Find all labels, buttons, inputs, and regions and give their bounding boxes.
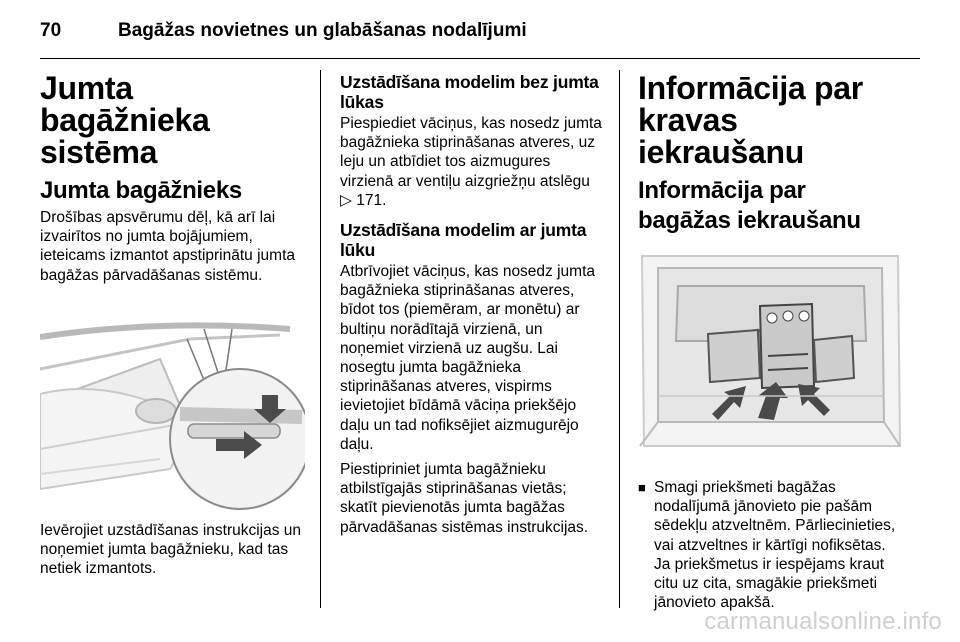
page-header <box>40 20 920 52</box>
bullet-text: Smagi priekšmeti bagāžas nodalījumā jānovieto pie pašām sēdekļu atzveltnēm. Pārliecinieties, vai atzveltnes ir kārtīgi nofiksētas. Ja priekšmetus ir iespējams kraut citu uz cita, smagākie priekšmeti jānovieto apakšā. <box>654 479 896 612</box>
page-ref-icon: ▷ <box>340 191 352 209</box>
installation-with-sunroof-text: Atbrīvojiet vāciņus, kas nosedz jumta bagāžnieka stiprināšanas atveres, bīdot tos (piemēram, ar monētu) ar bultiņu norādītajā virzienā, un noņemiet virzienā uz augšu. Lai nosegtu jumta bagāžnieka stiprināšanas atveres, vispirms ievietojiet bīdāmā vāciņa priekšējo daļu un tad nofiksējiet aizmugurējo daļu. <box>340 263 596 453</box>
column-installation <box>340 72 606 537</box>
intro-paragraph: Drošības apsvērumu dēļ, kā arī lai izvairītos no jumta bojājumiem, ieteicams izmantot apstiprinātu jumta bagāžas pārvadāšanas sistēmu. <box>40 209 296 284</box>
running-title: Bagāžas novietnes un glabāšanas nodalījumi <box>118 20 527 41</box>
installation-without-sunroof-title: Uzstādīšana modelim bez jumta lūkas <box>340 72 599 112</box>
section-title: Informācija par kravas iekraušanu <box>638 70 863 170</box>
column-divider <box>619 70 620 608</box>
roof-rack-illustration <box>40 299 305 511</box>
section-title: Jumta bagāžnieka sistēma <box>40 70 210 170</box>
header-rule <box>40 58 920 59</box>
installation-attach-text: Piestipriniet jumta bagāžnieku atbilstīgajās stiprināšanas vietās; skatīt pievienotās jumta bagāžas pārvadāšanas sistēmas instrukcijas. <box>340 461 589 536</box>
page-number: 70 <box>40 20 62 41</box>
note-paragraph: Ievērojiet uzstādīšanas instrukcijas un noņemiet jumta bagāžnieku, kad tas netiek izmantots. <box>40 521 302 578</box>
column-roof-rack <box>40 72 305 578</box>
section-subtitle: Informācija par bagāžas iekraušanu <box>638 177 861 234</box>
luggage-compartment-illustration <box>638 246 902 460</box>
section-subtitle: Jumta bagāžnieks <box>40 177 242 204</box>
bullet-icon: ■ <box>638 480 646 495</box>
installation-with-sunroof-title: Uzstādīšana modelim ar jumta lūku <box>340 220 587 261</box>
watermark: carmanualsonline.info <box>704 608 942 635</box>
page-reference: 171. <box>356 191 387 209</box>
installation-without-sunroof-text: Piespiediet vāciņus, kas nosedz jumta bagāžnieka stiprināšanas atveres, uz leju un atbīdiet tos aizmugures virzienā ar ventiļu aizgriežņu atslēgu ▷ 171. <box>340 115 602 209</box>
load-bullet <box>638 478 902 612</box>
column-divider <box>320 70 321 608</box>
column-load-info <box>638 72 902 612</box>
